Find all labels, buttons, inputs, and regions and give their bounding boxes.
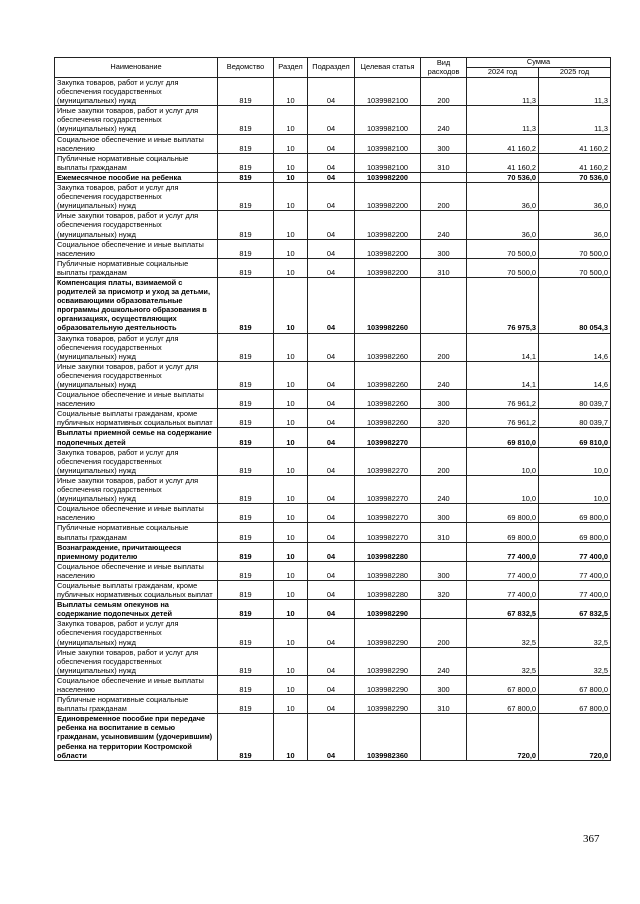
budget-table: [54, 57, 611, 761]
table-row: [55, 239, 611, 258]
row-expense-type-cell: 300: [421, 561, 467, 580]
row-razdel-cell: 10: [274, 542, 308, 561]
row-name-cell: Закупка товаров, работ и услуг для обеспечения государственных (муниципальных) нужд: [55, 619, 218, 647]
table-row: [55, 580, 611, 599]
row-sum-2024-cell: 76 961,2: [467, 390, 539, 409]
row-target-article-cell: 1039982200: [355, 239, 421, 258]
table-row: [55, 542, 611, 561]
row-expense-type-cell: [421, 542, 467, 561]
row-razdel-cell: 10: [274, 183, 308, 211]
row-sum-2025-cell: 36,0: [539, 183, 611, 211]
row-razdel-cell: 10: [274, 239, 308, 258]
row-podrazdel-cell: 04: [308, 211, 355, 239]
row-podrazdel-cell: 04: [308, 428, 355, 447]
row-podrazdel-cell: 04: [308, 475, 355, 503]
row-sum-2024-cell: 11,3: [467, 78, 539, 106]
header-razdel: Раздел: [274, 58, 308, 78]
row-sum-2025-cell: 70 536,0: [539, 172, 611, 182]
row-expense-type-cell: 240: [421, 647, 467, 675]
row-name-cell: Социальное обеспечение и иные выплаты населению: [55, 239, 218, 258]
row-target-article-cell: 1039982260: [355, 361, 421, 389]
row-name-cell: Иные закупки товаров, работ и услуг для обеспечения государственных (муниципальных) нужд: [55, 647, 218, 675]
row-name-cell: Социальные выплаты гражданам, кроме публичных нормативных социальных выплат: [55, 409, 218, 428]
row-vedomstvo-cell: 819: [218, 239, 274, 258]
row-name-cell: Иные закупки товаров, работ и услуг для обеспечения государственных (муниципальных) нужд: [55, 211, 218, 239]
row-sum-2024-cell: 36,0: [467, 183, 539, 211]
table-row: [55, 504, 611, 523]
row-vedomstvo-cell: 819: [218, 258, 274, 277]
row-sum-2024-cell: 69 800,0: [467, 504, 539, 523]
row-sum-2025-cell: 80 054,3: [539, 277, 611, 333]
row-expense-type-cell: 200: [421, 183, 467, 211]
row-sum-2024-cell: 41 160,2: [467, 134, 539, 153]
row-podrazdel-cell: 04: [308, 134, 355, 153]
row-vedomstvo-cell: 819: [218, 153, 274, 172]
row-sum-2025-cell: 10,0: [539, 447, 611, 475]
row-razdel-cell: 10: [274, 361, 308, 389]
row-sum-2024-cell: 36,0: [467, 211, 539, 239]
row-target-article-cell: 1039982360: [355, 714, 421, 760]
row-sum-2025-cell: 67 832,5: [539, 600, 611, 619]
row-podrazdel-cell: 04: [308, 153, 355, 172]
row-razdel-cell: 10: [274, 428, 308, 447]
table-row: [55, 523, 611, 542]
row-podrazdel-cell: 04: [308, 239, 355, 258]
row-sum-2025-cell: 80 039,7: [539, 390, 611, 409]
row-podrazdel-cell: 04: [308, 447, 355, 475]
row-razdel-cell: 10: [274, 695, 308, 714]
row-razdel-cell: 10: [274, 714, 308, 760]
row-expense-type-cell: [421, 714, 467, 760]
row-razdel-cell: 10: [274, 580, 308, 599]
row-sum-2025-cell: 11,3: [539, 78, 611, 106]
row-razdel-cell: 10: [274, 409, 308, 428]
row-vedomstvo-cell: 819: [218, 475, 274, 503]
row-sum-2024-cell: 70 500,0: [467, 239, 539, 258]
header-year-2024: 2024 год: [467, 68, 539, 78]
row-target-article-cell: 1039982270: [355, 447, 421, 475]
row-podrazdel-cell: 04: [308, 647, 355, 675]
row-podrazdel-cell: 04: [308, 580, 355, 599]
header-name: Наименование: [55, 58, 218, 78]
row-name-cell: Закупка товаров, работ и услуг для обеспечения государственных (муниципальных) нужд: [55, 183, 218, 211]
row-sum-2025-cell: 77 400,0: [539, 542, 611, 561]
row-vedomstvo-cell: 819: [218, 561, 274, 580]
row-razdel-cell: 10: [274, 619, 308, 647]
row-sum-2024-cell: 10,0: [467, 447, 539, 475]
row-podrazdel-cell: 04: [308, 523, 355, 542]
row-razdel-cell: 10: [274, 523, 308, 542]
row-sum-2025-cell: 32,5: [539, 647, 611, 675]
table-row: [55, 211, 611, 239]
row-sum-2024-cell: 67 800,0: [467, 675, 539, 694]
row-podrazdel-cell: 04: [308, 333, 355, 361]
row-vedomstvo-cell: 819: [218, 134, 274, 153]
row-target-article-cell: 1039982200: [355, 183, 421, 211]
row-name-cell: Публичные нормативные социальные выплаты гражданам: [55, 258, 218, 277]
row-vedomstvo-cell: 819: [218, 647, 274, 675]
row-expense-type-cell: 200: [421, 333, 467, 361]
row-vedomstvo-cell: 819: [218, 675, 274, 694]
row-target-article-cell: 1039982270: [355, 504, 421, 523]
table-row: [55, 153, 611, 172]
row-target-article-cell: 1039982290: [355, 675, 421, 694]
row-vedomstvo-cell: 819: [218, 211, 274, 239]
row-sum-2024-cell: 77 400,0: [467, 561, 539, 580]
row-razdel-cell: 10: [274, 390, 308, 409]
row-expense-type-cell: 240: [421, 211, 467, 239]
row-name-cell: Социальное обеспечение и иные выплаты населению: [55, 134, 218, 153]
row-expense-type-cell: [421, 600, 467, 619]
row-sum-2025-cell: 14,6: [539, 333, 611, 361]
row-podrazdel-cell: 04: [308, 542, 355, 561]
row-razdel-cell: 10: [274, 277, 308, 333]
row-expense-type-cell: 320: [421, 409, 467, 428]
row-target-article-cell: 1039982260: [355, 390, 421, 409]
table-row: [55, 333, 611, 361]
row-expense-type-cell: 200: [421, 447, 467, 475]
row-razdel-cell: 10: [274, 475, 308, 503]
row-name-cell: Публичные нормативные социальные выплаты гражданам: [55, 695, 218, 714]
row-target-article-cell: 1039982290: [355, 600, 421, 619]
row-podrazdel-cell: 04: [308, 172, 355, 182]
row-sum-2025-cell: 41 160,2: [539, 153, 611, 172]
row-name-cell: Социальное обеспечение и иные выплаты населению: [55, 561, 218, 580]
row-sum-2025-cell: 32,5: [539, 619, 611, 647]
row-vedomstvo-cell: 819: [218, 504, 274, 523]
row-vedomstvo-cell: 819: [218, 714, 274, 760]
row-vedomstvo-cell: 819: [218, 542, 274, 561]
row-podrazdel-cell: 04: [308, 714, 355, 760]
table-row: [55, 695, 611, 714]
row-expense-type-cell: 300: [421, 390, 467, 409]
header-vedomstvo: Ведомство: [218, 58, 274, 78]
row-name-cell: Иные закупки товаров, работ и услуг для обеспечения государственных (муниципальных) нужд: [55, 361, 218, 389]
row-name-cell: Единовременное пособие при передаче ребенка на воспитание в семью гражданам, усыновившим (удочерившим) ребенка на территории Костромской области: [55, 714, 218, 760]
row-target-article-cell: 1039982100: [355, 106, 421, 134]
row-razdel-cell: 10: [274, 675, 308, 694]
header-podrazdel: Подраздел: [308, 58, 355, 78]
row-target-article-cell: 1039982290: [355, 647, 421, 675]
row-target-article-cell: 1039982100: [355, 78, 421, 106]
table-row: [55, 475, 611, 503]
row-target-article-cell: 1039982200: [355, 172, 421, 182]
row-sum-2025-cell: 67 800,0: [539, 695, 611, 714]
row-name-cell: Публичные нормативные социальные выплаты гражданам: [55, 523, 218, 542]
table-row: [55, 561, 611, 580]
row-expense-type-cell: 300: [421, 504, 467, 523]
row-sum-2025-cell: 41 160,2: [539, 134, 611, 153]
row-podrazdel-cell: 04: [308, 106, 355, 134]
row-razdel-cell: 10: [274, 153, 308, 172]
row-podrazdel-cell: 04: [308, 695, 355, 714]
row-razdel-cell: 10: [274, 600, 308, 619]
row-vedomstvo-cell: 819: [218, 600, 274, 619]
row-razdel-cell: 10: [274, 172, 308, 182]
row-sum-2024-cell: 70 536,0: [467, 172, 539, 182]
row-name-cell: Ежемесячное пособие на ребенка: [55, 172, 218, 182]
row-razdel-cell: 10: [274, 647, 308, 675]
row-vedomstvo-cell: 819: [218, 523, 274, 542]
table-row: [55, 409, 611, 428]
row-podrazdel-cell: 04: [308, 600, 355, 619]
table-row: [55, 390, 611, 409]
row-target-article-cell: 1039982290: [355, 695, 421, 714]
row-expense-type-cell: [421, 172, 467, 182]
row-name-cell: Публичные нормативные социальные выплаты гражданам: [55, 153, 218, 172]
row-target-article-cell: 1039982100: [355, 153, 421, 172]
row-vedomstvo-cell: 819: [218, 361, 274, 389]
row-podrazdel-cell: 04: [308, 619, 355, 647]
row-target-article-cell: 1039982260: [355, 277, 421, 333]
row-podrazdel-cell: 04: [308, 390, 355, 409]
row-podrazdel-cell: 04: [308, 561, 355, 580]
row-name-cell: Социальное обеспечение и иные выплаты населению: [55, 390, 218, 409]
row-sum-2024-cell: 14,1: [467, 361, 539, 389]
header-target-article: Целевая статья: [355, 58, 421, 78]
row-vedomstvo-cell: 819: [218, 390, 274, 409]
table-row: [55, 183, 611, 211]
row-sum-2024-cell: 10,0: [467, 475, 539, 503]
row-sum-2025-cell: 69 800,0: [539, 523, 611, 542]
row-vedomstvo-cell: 819: [218, 447, 274, 475]
table-row: [55, 361, 611, 389]
row-expense-type-cell: 310: [421, 523, 467, 542]
row-sum-2025-cell: 70 500,0: [539, 258, 611, 277]
row-sum-2024-cell: 76 975,3: [467, 277, 539, 333]
row-sum-2024-cell: 41 160,2: [467, 153, 539, 172]
row-razdel-cell: 10: [274, 78, 308, 106]
row-razdel-cell: 10: [274, 211, 308, 239]
row-razdel-cell: 10: [274, 447, 308, 475]
row-expense-type-cell: 240: [421, 106, 467, 134]
table-row: [55, 172, 611, 182]
row-vedomstvo-cell: 819: [218, 428, 274, 447]
row-podrazdel-cell: 04: [308, 78, 355, 106]
row-expense-type-cell: 300: [421, 134, 467, 153]
row-expense-type-cell: [421, 277, 467, 333]
row-sum-2025-cell: 67 800,0: [539, 675, 611, 694]
row-sum-2025-cell: 70 500,0: [539, 239, 611, 258]
row-sum-2024-cell: 70 500,0: [467, 258, 539, 277]
row-expense-type-cell: [421, 428, 467, 447]
table-row: [55, 675, 611, 694]
row-podrazdel-cell: 04: [308, 277, 355, 333]
table-row: [55, 106, 611, 134]
row-sum-2024-cell: 720,0: [467, 714, 539, 760]
header-year-2025: 2025 год: [539, 68, 611, 78]
row-vedomstvo-cell: 819: [218, 78, 274, 106]
row-vedomstvo-cell: 819: [218, 106, 274, 134]
row-name-cell: Выплаты семьям опекунов на содержание подопечных детей: [55, 600, 218, 619]
row-expense-type-cell: 200: [421, 619, 467, 647]
row-name-cell: Компенсация платы, взимаемой с родителей за присмотр и уход за детьми, осваивающими образовательные программы дошкольного образования в организациях, осуществляющих образовательную деятельность: [55, 277, 218, 333]
row-expense-type-cell: 200: [421, 78, 467, 106]
row-razdel-cell: 10: [274, 333, 308, 361]
row-target-article-cell: 1039982100: [355, 134, 421, 153]
table-row: [55, 134, 611, 153]
row-vedomstvo-cell: 819: [218, 619, 274, 647]
row-sum-2025-cell: 77 400,0: [539, 580, 611, 599]
table-row: [55, 277, 611, 333]
row-sum-2024-cell: 69 810,0: [467, 428, 539, 447]
table-row: [55, 619, 611, 647]
row-sum-2025-cell: 11,3: [539, 106, 611, 134]
row-expense-type-cell: 310: [421, 258, 467, 277]
row-sum-2024-cell: 32,5: [467, 647, 539, 675]
row-expense-type-cell: 310: [421, 153, 467, 172]
row-name-cell: Социальные выплаты гражданам, кроме публичных нормативных социальных выплат: [55, 580, 218, 599]
row-sum-2025-cell: 80 039,7: [539, 409, 611, 428]
row-sum-2024-cell: 69 800,0: [467, 523, 539, 542]
row-podrazdel-cell: 04: [308, 409, 355, 428]
row-target-article-cell: 1039982200: [355, 211, 421, 239]
row-name-cell: Закупка товаров, работ и услуг для обеспечения государственных (муниципальных) нужд: [55, 333, 218, 361]
row-name-cell: Вознаграждение, причитающееся приемному родителю: [55, 542, 218, 561]
row-expense-type-cell: 240: [421, 475, 467, 503]
row-sum-2025-cell: 14,6: [539, 361, 611, 389]
row-target-article-cell: 1039982260: [355, 333, 421, 361]
row-target-article-cell: 1039982260: [355, 409, 421, 428]
table-row: [55, 600, 611, 619]
row-vedomstvo-cell: 819: [218, 409, 274, 428]
row-podrazdel-cell: 04: [308, 183, 355, 211]
row-vedomstvo-cell: 819: [218, 580, 274, 599]
row-vedomstvo-cell: 819: [218, 172, 274, 182]
row-razdel-cell: 10: [274, 561, 308, 580]
page-number: 367: [583, 833, 600, 845]
row-vedomstvo-cell: 819: [218, 183, 274, 211]
table-row: [55, 258, 611, 277]
header-summa: Сумма: [467, 58, 611, 68]
row-sum-2025-cell: 77 400,0: [539, 561, 611, 580]
row-sum-2025-cell: 10,0: [539, 475, 611, 503]
row-razdel-cell: 10: [274, 106, 308, 134]
row-sum-2024-cell: 67 832,5: [467, 600, 539, 619]
row-sum-2024-cell: 77 400,0: [467, 542, 539, 561]
row-target-article-cell: 1039982280: [355, 580, 421, 599]
row-sum-2025-cell: 720,0: [539, 714, 611, 760]
row-expense-type-cell: 320: [421, 580, 467, 599]
row-name-cell: Социальное обеспечение и иные выплаты населению: [55, 675, 218, 694]
row-razdel-cell: 10: [274, 134, 308, 153]
row-podrazdel-cell: 04: [308, 258, 355, 277]
row-target-article-cell: 1039982280: [355, 542, 421, 561]
row-sum-2024-cell: 14,1: [467, 333, 539, 361]
row-sum-2025-cell: 69 810,0: [539, 428, 611, 447]
row-expense-type-cell: 240: [421, 361, 467, 389]
row-podrazdel-cell: 04: [308, 504, 355, 523]
table-row: [55, 647, 611, 675]
table-row: [55, 714, 611, 760]
row-vedomstvo-cell: 819: [218, 695, 274, 714]
row-sum-2024-cell: 32,5: [467, 619, 539, 647]
row-name-cell: Иные закупки товаров, работ и услуг для обеспечения государственных (муниципальных) нужд: [55, 475, 218, 503]
row-expense-type-cell: 310: [421, 695, 467, 714]
row-podrazdel-cell: 04: [308, 361, 355, 389]
row-expense-type-cell: 300: [421, 675, 467, 694]
row-name-cell: Выплаты приемной семье на содержание подопечных детей: [55, 428, 218, 447]
row-vedomstvo-cell: 819: [218, 277, 274, 333]
row-name-cell: Закупка товаров, работ и услуг для обеспечения государственных (муниципальных) нужд: [55, 447, 218, 475]
row-target-article-cell: 1039982270: [355, 523, 421, 542]
row-razdel-cell: 10: [274, 258, 308, 277]
row-name-cell: Социальное обеспечение и иные выплаты населению: [55, 504, 218, 523]
table-row: [55, 428, 611, 447]
row-vedomstvo-cell: 819: [218, 333, 274, 361]
table-body: [55, 78, 611, 761]
row-expense-type-cell: 300: [421, 239, 467, 258]
row-podrazdel-cell: 04: [308, 675, 355, 694]
table-row: [55, 447, 611, 475]
row-name-cell: Закупка товаров, работ и услуг для обеспечения государственных (муниципальных) нужд: [55, 78, 218, 106]
row-sum-2024-cell: 77 400,0: [467, 580, 539, 599]
row-razdel-cell: 10: [274, 504, 308, 523]
row-sum-2025-cell: 36,0: [539, 211, 611, 239]
row-target-article-cell: 1039982270: [355, 428, 421, 447]
row-sum-2024-cell: 11,3: [467, 106, 539, 134]
table-row: [55, 78, 611, 106]
row-target-article-cell: 1039982280: [355, 561, 421, 580]
row-target-article-cell: 1039982290: [355, 619, 421, 647]
row-target-article-cell: 1039982270: [355, 475, 421, 503]
row-sum-2024-cell: 67 800,0: [467, 695, 539, 714]
row-target-article-cell: 1039982200: [355, 258, 421, 277]
row-sum-2024-cell: 76 961,2: [467, 409, 539, 428]
header-expense-type: Вид расходов: [421, 58, 467, 78]
row-sum-2025-cell: 69 800,0: [539, 504, 611, 523]
row-name-cell: Иные закупки товаров, работ и услуг для обеспечения государственных (муниципальных) нужд: [55, 106, 218, 134]
